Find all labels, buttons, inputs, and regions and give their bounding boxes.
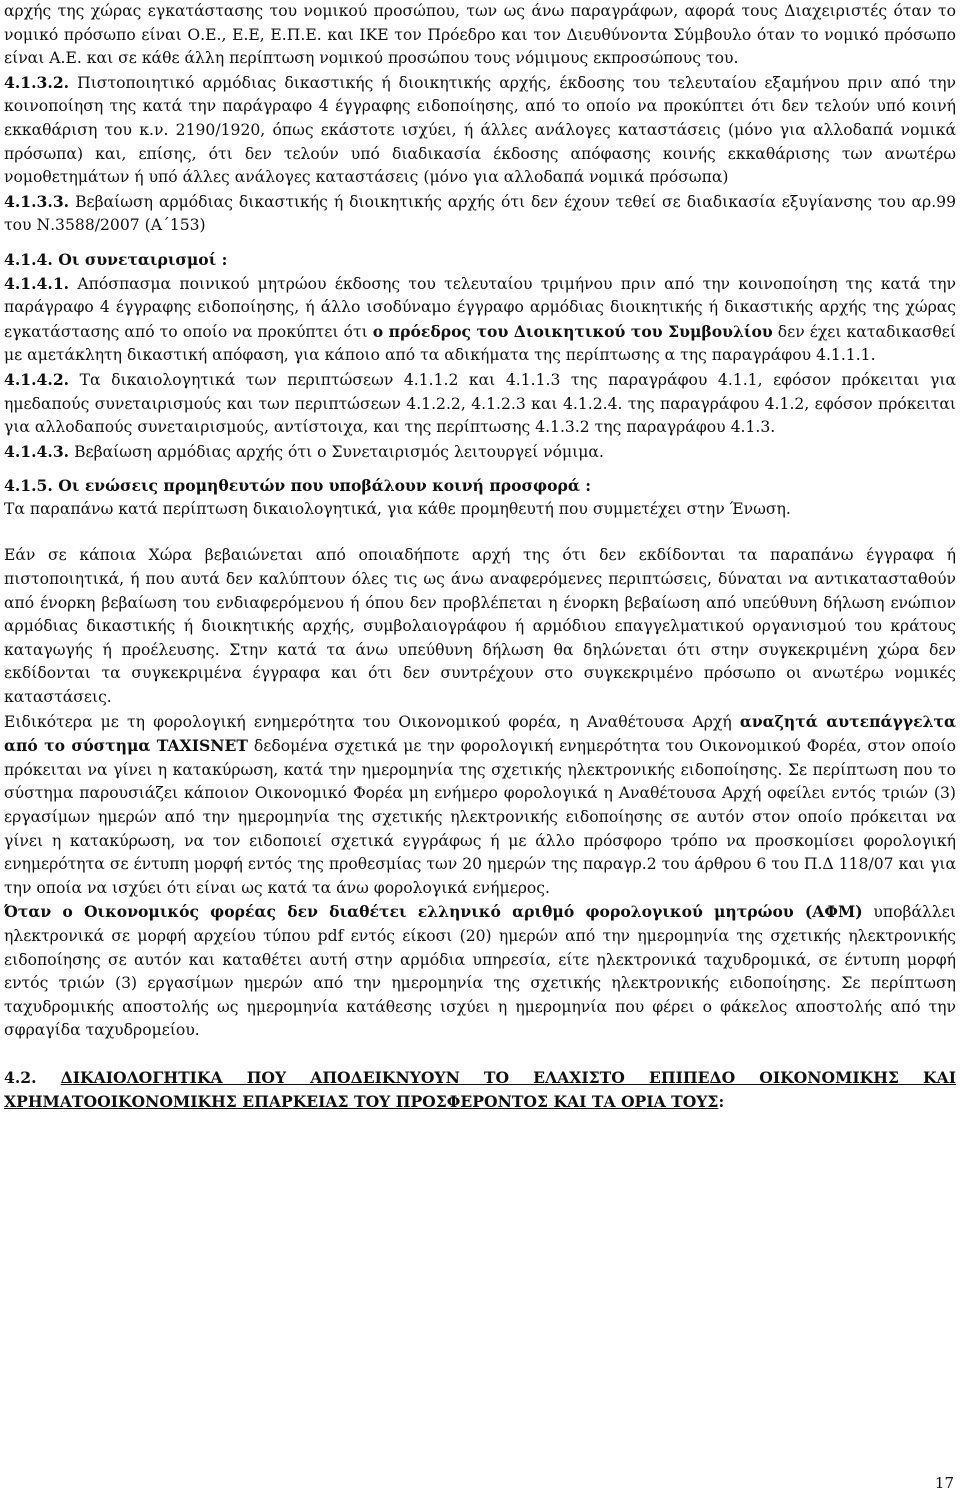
section-number: 4.1.4.1. [4, 273, 70, 293]
paragraph-4-1-4-2: 4.1.4.2. Τα δικαιολογητικά των περιπτώσεων 4.1.1.2 και 4.1.1.3 της παραγράφου 4.1.1, εφόσον πρόκειται για ημεδαπούς συνεταιρισμούς και των περιπτώσεων 4.1.2.2, 4.1.2.3 και 4.1.2.4. της παραγράφου 4.1.2, εφόσον πρόκειται για αλλοδαπούς συνεταιρισμούς, αντίστοιχα, και της περίπτωσης 4.1.3.2 της παραγράφου 4.1.3. [4, 369, 956, 437]
paragraph-4-1-3-3: 4.1.3.3. Βεβαίωση αρμόδιας δικαστικής ή διοικητικής αρχής ότι δεν έχουν τεθεί σε διαδικασία εξυγίανσης του αρ.99 του Ν.3588/2007 (Α΄153) [4, 191, 956, 235]
heading-4-1-4: 4.1.4. Οι συνεταιρισμοί : [4, 249, 228, 269]
paragraph-4-1-4-3: 4.1.4.3. Βεβαίωση αρμόδιας αρχής ότι ο Συνεταιρισμός λειτουργεί νόμιμα. [4, 441, 604, 461]
emphasis-text: ο πρόεδρος του Διοικητικού του Συμβουλίου [372, 321, 773, 341]
paragraph-consortia: Τα παραπάνω κατά περίπτωση δικαιολογητικά, για κάθε προμηθευτή που συμμετέχει στην Ένωση. [4, 499, 791, 518]
emphasis-text: αναζητά αυτεπάγγελτα από το σύστημα TAXISNET [4, 711, 957, 756]
section-number: 4.1.4.3. [4, 441, 70, 461]
heading-4-1-5: 4.1.5. Οι ενώσεις προμηθευτών που υποβάλουν κοινή προσφορά : [4, 476, 592, 496]
paragraph-sworn-statement: Εάν σε κάποια Χώρα βεβαιώνεται από οποιαδήποτε αρχή της ότι δεν εκδίδονται τα παραπάνω έγγραφα ή πιστοποιητικά, ή που αυτά δεν καλύπτουν όλες τις ως άνω αναφερόμενες περιπτώσεις, δύναται να αντικατασταθούν από ένορκη βεβαίωση του ενδιαφερόμενου ή όπου δεν προβλέπεται η ένορκη βεβαίωση από υπεύθυνη δήλωση ενώπιον αρμόδιας δικαστικής ή διοικητικής αρχής, συμβολαιογράφου ή αρμόδιου επαγγελματικού οργανισμού του κράτους καταγωγής ή προέλευσης. Στην κατά τα άνω υπεύθυνη δήλωση θα δηλώνεται ότι στην συγκεκριμένη χώρα δεν εκδίδονται τα συγκεκριμένα έγγραφα και ότι δεν συντρέχουν στο συγκεκριμένο πρόσωπο οι ανωτέρω νομικές καταστάσεις. [4, 546, 956, 707]
paragraph-no-afm: Όταν ο Οικονομικός φορέας δεν διαθέτει ελληνικό αριθμό φορολογικού μητρώου (ΑΦΜ) υποβάλλει ηλεκτρονικά σε μορφή αρχείου τύπου pdf εντός είκοσι (20) ημερών από την ημερομηνία της σχετικής ηλεκτρονικής ειδοποίησης σε αυτόν και καταθέτει αυτή στην αρμόδια υπηρεσία, είτε ηλεκτρονικά ταχυδρομικά, σε έντυπη μορφή εντός τριών (3) εργασίμων ημερών από την ημερομηνία της σχετικής ηλεκτρονικής ειδοποίησης. Σε περίπτωση ταχυδρομικής αποστολής ως ημερομηνία κατάθεσης ισχύει η ημερομηνία που φέρει ο φάκελος αποστολής από την σφραγίδα ταχυδρομείου. [4, 902, 956, 1040]
heading-4-2: 4.2. ΔΙΚΑΙΟΛΟΓΗΤΙΚΑ ΠΟΥ ΑΠΟΔΕΙΚΝΥΟΥΝ ΤΟ ΕΛΑΧΙΣΤΟ ΕΠΙΠΕΔΟ ΟΙΚΟΝΟΜΙΚΗΣ ΚΑΙ ΧΡΗΜΑΤΟΟΙΚΟΝΟΜΙΚΗΣ ΕΠΑΡΚΕΙΑΣ ΤΟΥ ΠΡΟΣΦΕΡΟΝΤΟΣ ΚΑΙ ΤΑ ΟΡΙΑ ΤΟΥΣ: [4, 1067, 956, 1111]
paragraph-4-1-4-1: 4.1.4.1. Απόσπασμα ποινικού μητρώου έκδοσης του τελευταίου τριμήνου πριν από την κοινοποίηση της κατά την παράγραφο 4 έγγραφης ειδοποίησης, ή άλλο ισοδύναμο έγγραφο αρμόδιας διοικητικής ή δικαστικής αρχής της χώρας εγκατάστασης από το οποίο να προκύπτει ότι ο πρόεδρος του Διοικητικού του Συμβουλίου δεν έχει καταδικασθεί με αμετάκλητη δικαστική απόφαση, για κάποιο από τα αδικήματα της περίπτωσης α της παραγράφου 4.1.1.1. [4, 273, 956, 365]
paragraph-4-1-3-2: 4.1.3.2. Πιστοποιητικό αρμόδιας δικαστικής ή διοικητικής αρχής, έκδοσης του τελευταίου εξαμήνου πριν από την κοινοποίηση της κατά την παράγραφο 4 έγγραφης ειδοποίησης, από το οποίο να προκύπτει ότι δεν τελούν υπό κοινή εκκαθάριση του κ.ν. 2190/1920, όπως εκάστοτε ισχύει, ή άλλες ανάλογες καταστάσεις (μόνο για αλλοδαπά νομικά πρόσωπα) και, επίσης, ότι δεν τελούν υπό διαδικασία έκδοσης απόφασης κοινής εκκαθάρισης των ανωτέρω νομοθετημάτων ή υπό άλλες ανάλογες καταστάσεις (μόνο για αλλοδαπά νομικά πρόσωπα) [4, 72, 956, 187]
section-number: 4.1.3.2. [4, 72, 70, 92]
paragraph-tax-clearance: Ειδικότερα με τη φορολογική ενημερότητα του Οικονομικού φορέα, η Αναθέτουσα Αρχή αναζητά αυτεπάγγελτα από το σύστημα TAXISNET δεδομένα σχετικά με την φορολογική ενημερότητα του Οικονομικού Φορέα, στον οποίο πρόκειται να γίνει η κατακύρωση, κατά την ημερομηνία της σχετικής ηλεκτρονικής ειδοποίησης. Σε περίπτωση που το σύστημα παρουσιάζει κάποιον Οικονομικό Φορέα μη ενήμερο φορολογικά η Αναθέτουσα Αρχή οφείλει εντός τριών (3) εργασίμων ημερών από την ημερομηνία της σχετικής ηλεκτρονικής ειδοποίησης σε αυτόν στον οποίο πρόκειται να γίνει η κατακύρωση, να τον ειδοποιεί σχετικά εγγράφως ή με άλλο πρόσφορο τρόπο να προσκομίσει φορολογική ενημερότητα σε έντυπη μορφή εντός της προθεσμίας των 20 ημερών της παραγρ.2 του άρθρου 6 του Π.Δ 118/07 και για την οποία να ισχύει ότι είναι ως κατά τα άνω φορολογικά ενήμερος. [4, 711, 957, 897]
section-number: 4.1.3.3. [4, 191, 70, 211]
document-page [4, 0, 956, 1113]
section-number: 4.1.4.2. [4, 369, 70, 389]
page-number: 17 [934, 1474, 954, 1492]
heading-4-2-title: ΔΙΚΑΙΟΛΟΓΗΤΙΚΑ ΠΟΥ ΑΠΟΔΕΙΚΝΥΟΥΝ ΤΟ ΕΛΑΧΙΣΤΟ ΕΠΙΠΕΔΟ ΟΙΚΟΝΟΜΙΚΗΣ ΚΑΙ ΧΡΗΜΑΤΟΟΙΚΟΝΟΜΙΚΗΣ ΕΠΑΡΚΕΙΑΣ ΤΟΥ ΠΡΟΣΦΕΡΟΝΤΟΣ ΚΑΙ ΤΑ ΟΡΙΑ ΤΟΥΣ [4, 1067, 956, 1111]
emphasis-text: Όταν ο Οικονομικός φορέας δεν διαθέτει ελληνικό αριθμό φορολογικού μητρώου (ΑΦΜ) [4, 902, 863, 922]
paragraph-continuation: αρχής της χώρας εγκατάστασης του νομικού προσώπου, των ως άνω παραγράφων, αφορά τους Διαχειριστές όταν το νομικό πρόσωπο είναι Ο.Ε., Ε.Ε, Ε.Π.Ε. και ΙΚΕ τον Πρόεδρο και τον Διευθύνοντα Σύμβουλο όταν το νομικό πρόσωπο είναι Α.Ε. και σε κάθε άλλη περίπτωση νομικού προσώπου τους νόμιμους εκπροσώπους του. [4, 2, 956, 68]
